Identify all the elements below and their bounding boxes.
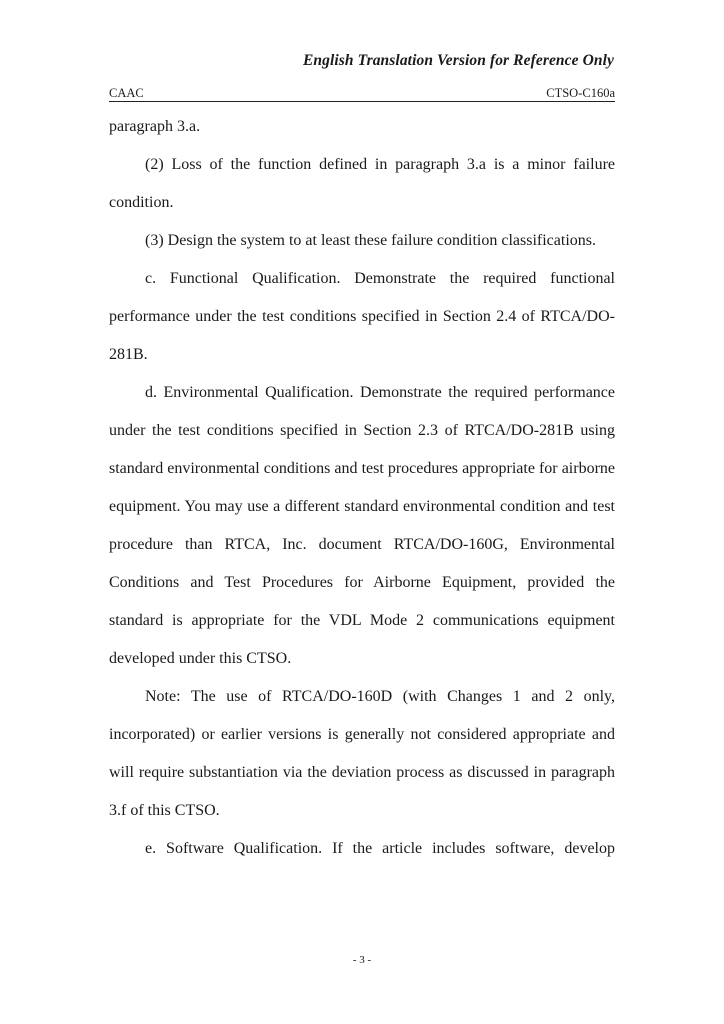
header-document-id: CTSO-C160a (546, 86, 615, 100)
paragraph-note-do160d: Note: The use of RTCA/DO-160D (with Changes 1 and 2 only, incorporated) or earlier versions is generally not considered appropriate and will require substantiation via the deviation process as discussed in paragraph 3.f of this CTSO. (109, 688, 615, 819)
paragraph-design-classification: (3) Design the system to at least these failure condition classifications. (145, 232, 596, 249)
paragraph-functional-qualification: c. Functional Qualification. Demonstrate the required functional performance under the test conditions specified in Section 2.4 of RTCA/DO-281B. (109, 270, 615, 363)
paragraph-software-qualification: e. Software Qualification. If the article includes software, develop (145, 840, 615, 857)
paragraph-loss-of-function: (2) Loss of the function defined in paragraph 3.a is a minor failure condition. (109, 156, 615, 211)
paragraph-continuation: paragraph 3.a. (109, 118, 201, 135)
running-header (109, 86, 615, 102)
translation-banner: English Translation Version for Reference Only (302, 52, 614, 69)
paragraph-environmental-qualification: d. Environmental Qualification. Demonstrate the required performance under the test conditions specified in Section 2.3 of RTCA/DO-281B using standard environmental conditions and test procedures appropriate for airborne equipment. You may use a different standard environmental condition and test procedure than RTCA, Inc. document RTCA/DO-160G, Environmental Conditions and Test Procedures for Airborne Equipment, provided the standard is appropriate for the VDL Mode 2 communications equipment developed under this CTSO. (109, 384, 615, 667)
document-body (109, 108, 615, 868)
header-organization: CAAC (109, 86, 144, 100)
page-number: - 3 - (352, 954, 372, 966)
